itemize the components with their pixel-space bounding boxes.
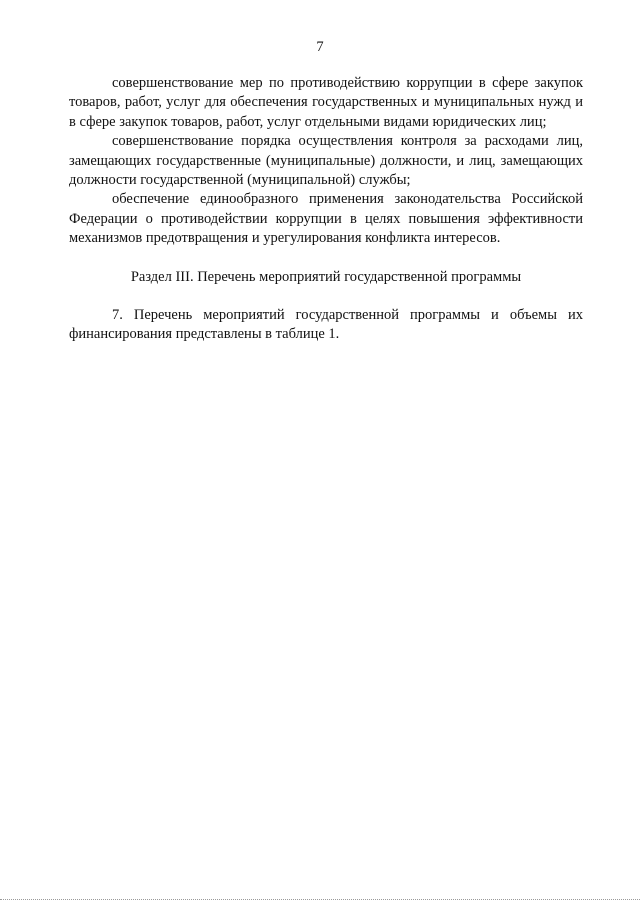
bottom-scan-edge xyxy=(0,899,640,900)
paragraph-expense-control: совершенствование порядка осуществления контроля за расходами лиц, замещающих государственные (муниципальные) должности, и лиц, замещающих должности государственной (муниципальной) службы; xyxy=(69,133,583,189)
page-number: 7 xyxy=(316,39,324,55)
paragraph-procurement: совершенствование мер по противодействию коррупции в сфере закупок товаров, работ, услуг для обеспечения государственных и муниципальных нужд и в сфере закупок товаров, работ, услуг отдельными видами юридических лиц; xyxy=(69,75,583,130)
paragraph-law-application: обеспечение единообразного применения законодательства Российской Федерации о противодействии коррупции в целях повышения эффективности механизмов предотвращения и урегулирования конфликта интересов. xyxy=(69,191,583,247)
paragraph-item-7: 7. Перечень мероприятий государственной программы и объемы их финансирования представлены в таблице 1. xyxy=(69,307,583,343)
section-heading: Раздел III. Перечень мероприятий государственной программы xyxy=(130,268,522,285)
document-body xyxy=(69,74,583,345)
